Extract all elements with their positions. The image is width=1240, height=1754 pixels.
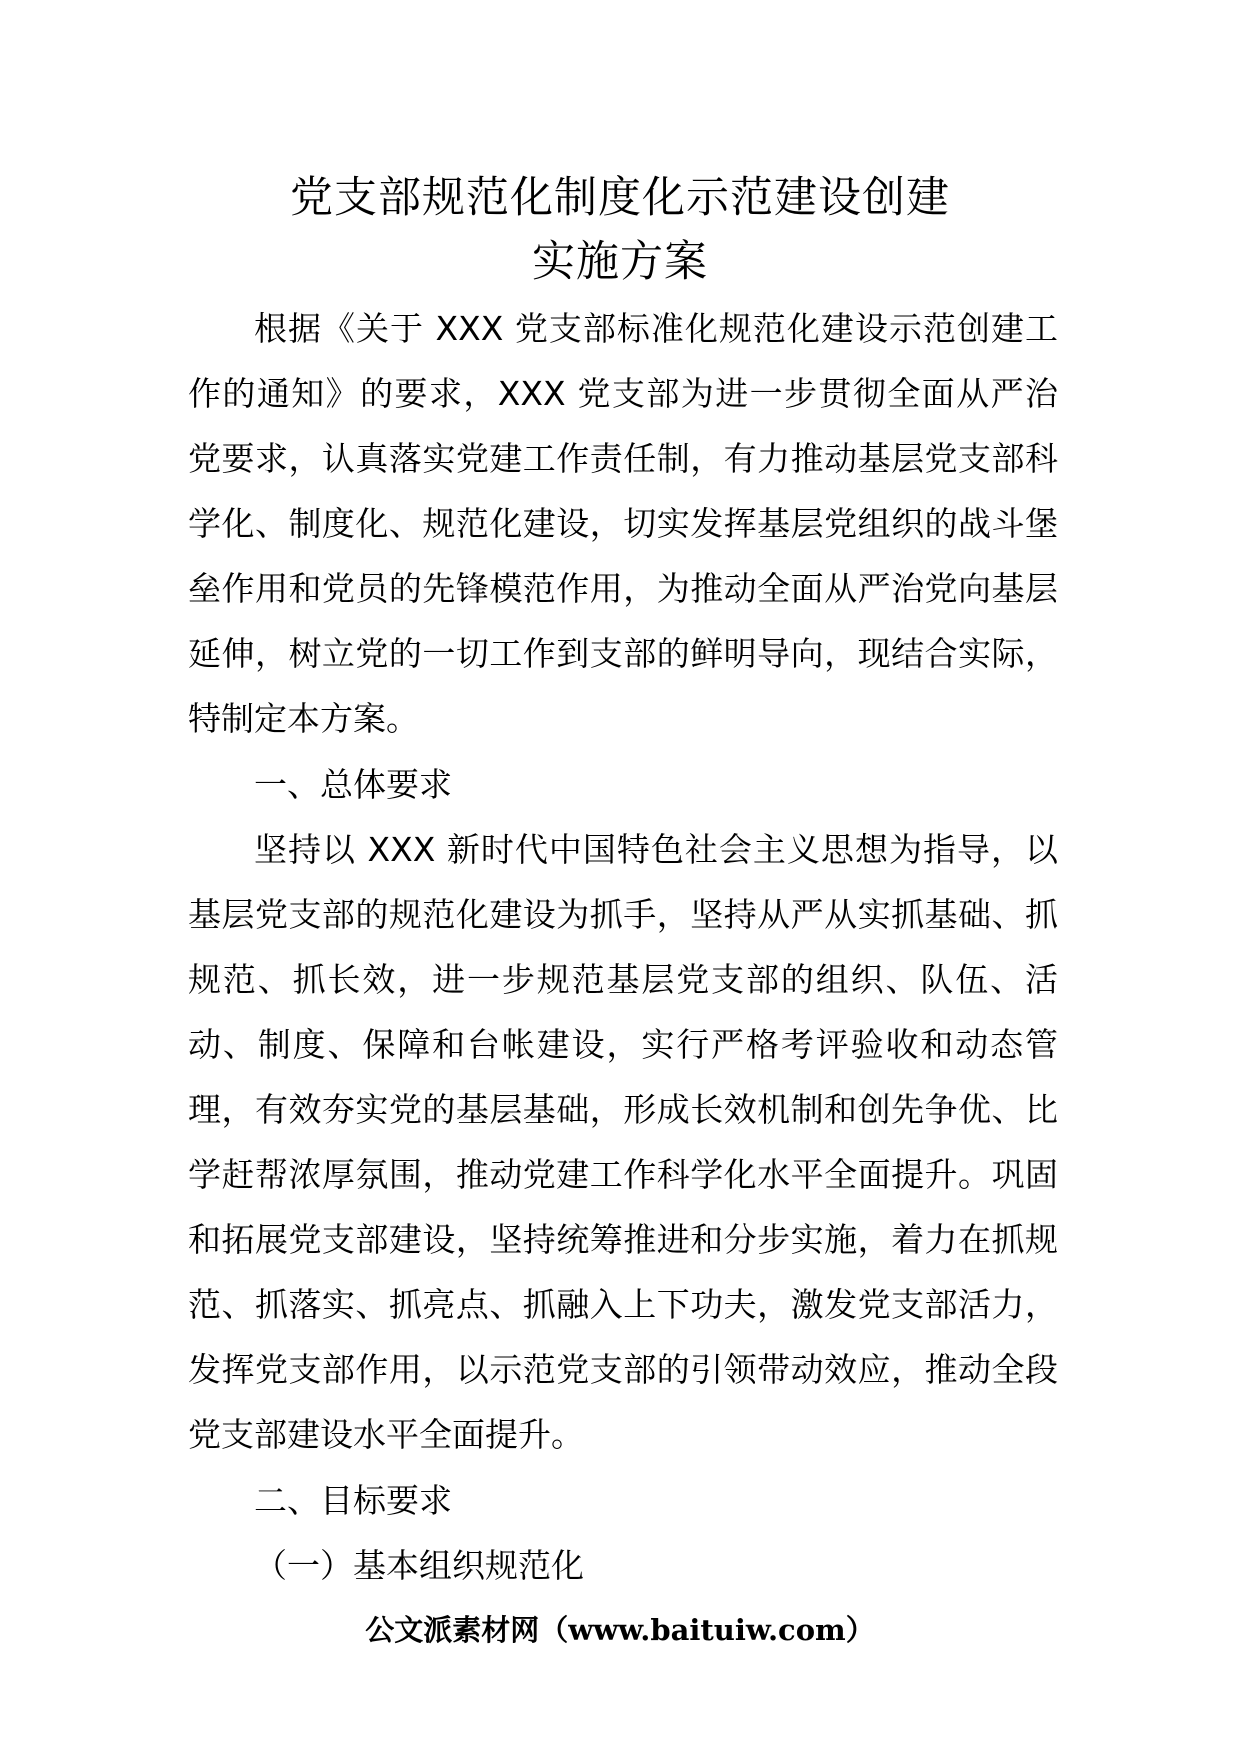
section-1-heading: 一、总体要求 xyxy=(254,765,452,804)
intro-paragraph: 根据《关于 XXX 党支部标准化规范化建设示范创建工作的通知》的要求，XXX 党支部为进一步贯彻全面从严治党要求，认真落实党建工作责任制，有力推动基层党支部科学化、制度化、规范化建设，切实发挥基层党组织的战斗堡垒作用和党员的先锋模范作用，为推动全面从严治党向基层延伸，树立党的一切工作到支部的鲜明导向，现结合实际，特制定本方案。 xyxy=(188,309,1058,738)
subsection-1-heading: （一）基本组织规范化 xyxy=(254,1546,584,1585)
section-2-heading: 二、目标要求 xyxy=(254,1481,452,1520)
document-title-line-1: 党支部规范化制度化示范建设创建 xyxy=(290,173,950,223)
footer-watermark: 公文派素材网（www.baituiw.com） xyxy=(365,1613,875,1647)
document-title-line-2: 实施方案 xyxy=(532,237,708,287)
section-1-paragraph: 坚持以 XXX 新时代中国特色社会主义思想为指导，以基层党支部的规范化建设为抓手，坚持从严从实抓基础、抓规范、抓长效，进一步规范基层党支部的组织、队伍、活动、制度、保障和台帐建设，实行严格考评验收和动态管理，有效夯实党的基层基础，形成长效机制和创先争优、比学赶帮浓厚氛围，推动党建工作科学化水平全面提升。巩固和拓展党支部建设，坚持统筹推进和分步实施，着力在抓规范、抓落实、抓亮点、抓融入上下功夫，激发党支部活力，发挥党支部作用，以示范党支部的引领带动效应，推动全段党支部建设水平全面提升。 xyxy=(188,830,1058,1454)
